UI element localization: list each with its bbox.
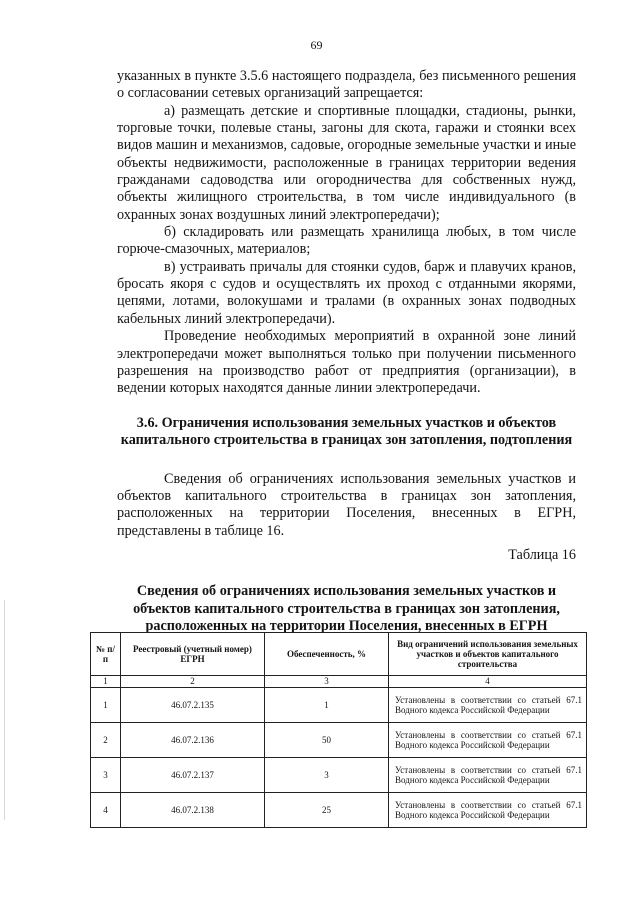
provision-percent: 50: [265, 723, 389, 758]
table-row: [91, 758, 587, 793]
registry-number: 46.07.2.136: [121, 723, 265, 758]
provision-percent: 1: [265, 688, 389, 723]
column-number: 3: [265, 676, 389, 688]
row-number: 3: [91, 758, 121, 793]
registry-number: 46.07.2.137: [121, 758, 265, 793]
provision-percent: 25: [265, 793, 389, 828]
table-row: [91, 793, 587, 828]
table-number-label: Таблица 16: [508, 547, 576, 564]
paragraph-item-v: в) устраивать причалы для стоянки судов, барж и плавучих кранов, бросать якоря с судов и осуществлять их проход с отданными якорями, цепями, лотами, волокушами и тралами (в охранных зонах подводных кабельных линий электропередачи).: [117, 258, 576, 327]
paragraph-item-b: б) складировать или размещать хранилища любых, в том числе горюче-смазочных, материалов;: [117, 224, 576, 258]
table-column-numbers-row: [91, 676, 587, 688]
restriction-type: Установлены в соответствии со статьей 67.1 Водного кодекса Российской Федерации: [389, 793, 587, 828]
restrictions-table: [90, 632, 587, 828]
row-number: 2: [91, 723, 121, 758]
provision-percent: 3: [265, 758, 389, 793]
header-restriction-type: Вид ограничений использования земельных участков и объектов капитального строительства: [389, 633, 587, 676]
registry-number: 46.07.2.138: [121, 793, 265, 828]
row-number: 1: [91, 688, 121, 723]
table-header-row: [91, 633, 587, 676]
restriction-type: Установлены в соответствии со статьей 67.1 Водного кодекса Российской Федерации: [389, 758, 587, 793]
section-heading: 3.6. Ограничения использования земельных участков и объектов капитального строительства в границах зон затопления, подтопления: [120, 414, 573, 449]
paragraph-item-a: а) размещать детские и спортивные площадки, стадионы, рынки, торговые точки, полевые станы, загоны для скота, гаражи и стоянки всех видов машин и механизмов, садовые, огородные земельные участки и иные объекты недвижимости, расположенные в границах территории ведения гражданами садоводства или огородничества для собственных нужд, объекты жилищного строительства, в том числе индивидуального (в охранных зонах воздушных линий электропередачи);: [117, 102, 576, 223]
header-provision-percent: Обеспеченность, %: [265, 633, 389, 676]
column-number: 1: [91, 676, 121, 688]
header-number: № п/п: [91, 633, 121, 676]
table-row: [91, 688, 587, 723]
restriction-type: Установлены в соответствии со статьей 67.1 Водного кодекса Российской Федерации: [389, 688, 587, 723]
column-number: 2: [121, 676, 265, 688]
row-number: 4: [91, 793, 121, 828]
paragraph-intro: указанных в пункте 3.5.6 настоящего подраздела, без письменного решения о согласовании сетевых организаций запрещается:: [117, 68, 576, 102]
table-title: Сведения об ограничениях использования земельных участков и объектов капитального строительства в границах зон затопления, расположенных на территории Поселения, внесенных в ЕГРН: [133, 583, 560, 635]
paragraph-permission: Проведение необходимых мероприятий в охранной зоне линий электропередачи может выполняться только при получении письменного разрешения на производство работ от предприятия (организации), в ведении которых находятся данные линии электропередачи.: [117, 328, 576, 397]
registry-number: 46.07.2.135: [121, 688, 265, 723]
header-registry-number: Реестровый (учетный номер) ЕГРН: [121, 633, 265, 676]
page-number: 69: [310, 38, 323, 52]
scan-edge-mark: [4, 600, 5, 820]
column-number: 4: [389, 676, 587, 688]
table-row: [91, 723, 587, 758]
document-body: [117, 68, 576, 650]
restriction-type: Установлены в соответствии со статьей 67.1 Водного кодекса Российской Федерации: [389, 723, 587, 758]
paragraph-table-intro: Сведения об ограничениях использования земельных участков и объектов капитального строительства в границах зон затопления, расположенных на территории Поселения, внесенных в ЕГРН, представлены в таблице 16.: [117, 470, 576, 539]
